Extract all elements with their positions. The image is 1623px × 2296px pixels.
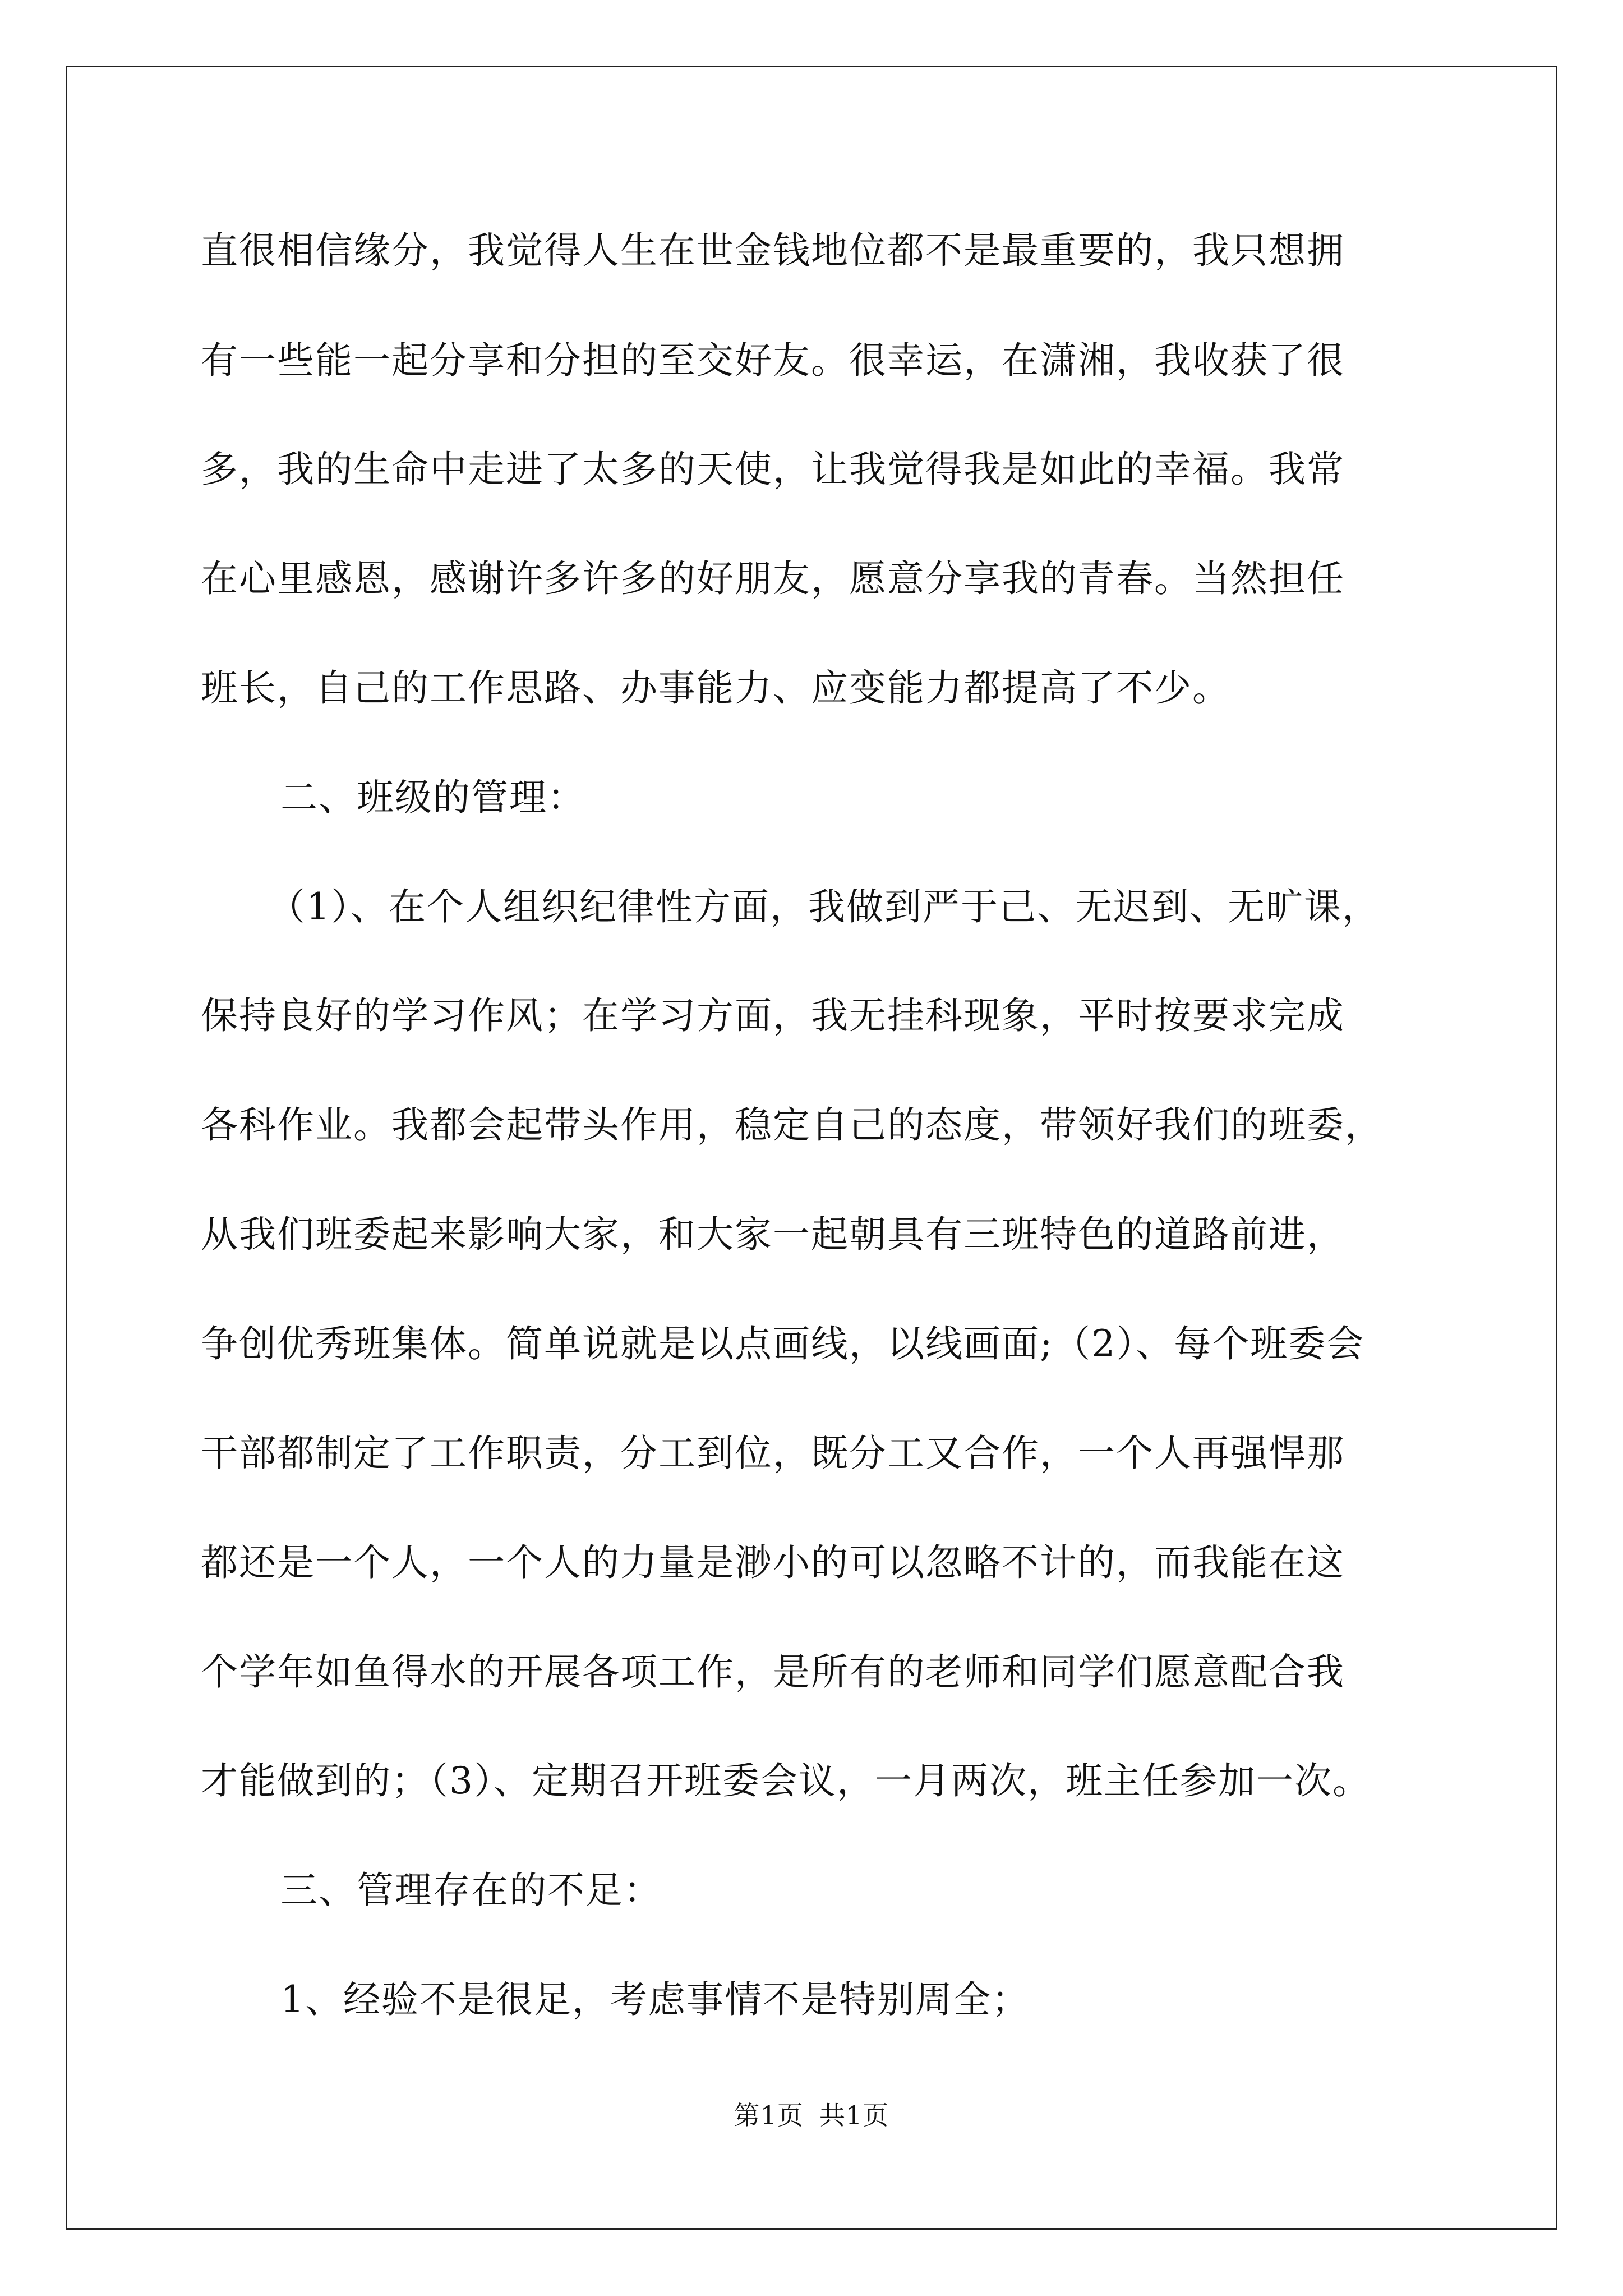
paragraph-line: 各科作业。我都会起带头作用，稳定自己的态度，带领好我们的班委， — [201, 1103, 1383, 1147]
list-item: 1、经验不是很足，考虑事情不是特别周全； — [280, 1978, 1030, 2021]
paragraph-line: 个学年如鱼得水的开展各项工作，是所有的老师和同学们愿意配合我 — [201, 1650, 1345, 1694]
section-heading: 二、班级的管理： — [280, 776, 585, 819]
paragraph-line: 都还是一个人，一个人的力量是渺小的可以忽略不计的，而我能在这 — [201, 1541, 1345, 1584]
paragraph-line: 多，我的生命中走进了太多的天使，让我觉得我是如此的幸福。我常 — [201, 448, 1345, 491]
paragraph-line: 有一些能一起分享和分担的至交好友。很幸运，在潇湘，我收获了很 — [201, 339, 1345, 382]
paragraph-line: 保持良好的学习作风；在学习方面，我无挂科现象，平时按要求完成 — [201, 994, 1345, 1037]
page-number: 第1页 — [734, 2100, 804, 2131]
section-heading: 三、管理存在的不足： — [280, 1869, 662, 1912]
paragraph-line: 从我们班委起来影响大家，和大家一起朝具有三班特色的道路前进， — [201, 1213, 1345, 1256]
paragraph-line: 才能做到的；（3）、定期召开班委会议，一月两次，班主任参加一次。 — [201, 1759, 1371, 1802]
paragraph-line: 争创优秀班集体。简单说就是以点画线，以线画面;（2）、每个班委会 — [201, 1322, 1365, 1365]
paragraph-line: 干部都制定了工作职责，分工到位，既分工又合作，一个人再强悍那 — [201, 1432, 1345, 1475]
paragraph-line: 班长，自己的工作思路、办事能力、应变能力都提高了不少。 — [201, 666, 1230, 710]
page-footer — [0, 2100, 1623, 2131]
paragraph-line: （1）、在个人组织纪律性方面，我做到严于己、无迟到、无旷课， — [268, 885, 1380, 928]
paragraph-line: 在心里感恩，感谢许多许多的好朋友，愿意分享我的青春。当然担任 — [201, 557, 1345, 600]
page-total: 共1页 — [819, 2100, 889, 2131]
paragraph-line: 直很相信缘分，我觉得人生在世金钱地位都不是最重要的，我只想拥 — [201, 229, 1345, 272]
